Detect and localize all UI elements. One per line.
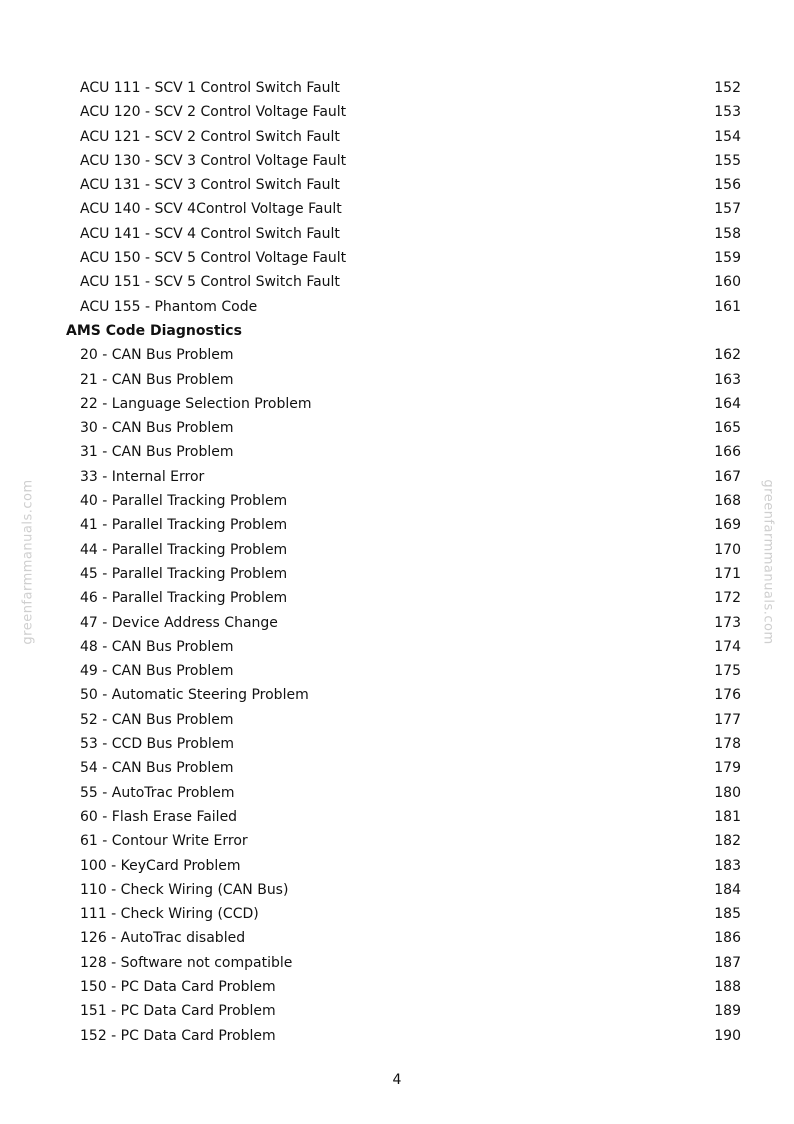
toc-entry-title: 33 - Internal Error [80,468,205,485]
toc-entry-title: 45 - Parallel Tracking Problem [80,565,288,582]
toc-entry[interactable] [0,513,794,537]
toc-entry[interactable] [0,368,794,392]
toc-entry-title: ACU 131 - SCV 3 Control Switch Fault [80,177,340,194]
toc-entry[interactable] [0,708,794,732]
toc-entry-title: 151 - PC Data Card Problem [80,1003,276,1020]
toc-entry-page-number: 152 [714,80,741,96]
toc-entry-page-number: 183 [714,857,741,874]
toc-entry-title: 50 - Automatic Steering Problem [80,687,309,704]
toc-entry[interactable] [0,343,794,367]
toc-entry[interactable] [0,173,794,197]
toc-entry-page-number: 156 [714,177,741,194]
toc-entry[interactable] [0,781,794,805]
toc-entry[interactable] [0,805,794,829]
toc-entry-page-number: 154 [714,128,741,145]
toc-entry-page-number: 173 [714,614,741,631]
toc-entry[interactable] [0,416,794,440]
toc-entry-page-number: 168 [714,493,741,510]
toc-entry-page-number: 188 [714,978,741,995]
toc-entry[interactable] [0,246,794,270]
toc-entry[interactable] [0,999,794,1023]
toc-entry-page-number: 167 [714,468,741,485]
toc-entry-page-number: 181 [714,808,741,825]
page-number: 4 [392,1072,402,1088]
toc-entry-title: 52 - CAN Bus Problem [80,711,234,728]
toc-entry-page-number: 182 [714,833,741,850]
toc-entry[interactable] [0,926,794,950]
toc-entry-title: ACU 150 - SCV 5 Control Voltage Fault [80,250,347,267]
toc-entry-page-number: 153 [714,104,741,121]
toc-entry[interactable] [0,756,794,780]
toc-entry[interactable] [0,902,794,926]
toc-entry-title: 47 - Device Address Change [80,614,278,631]
toc-entry-title: 21 - CAN Bus Problem [80,371,234,388]
toc-entry-title: ACU 141 - SCV 4 Control Switch Fault [80,225,340,242]
toc-entry[interactable] [0,975,794,999]
toc-entry-page-number: 166 [714,444,741,461]
toc-entry-title: 100 - KeyCard Problem [80,857,241,874]
toc-entry[interactable] [0,149,794,173]
toc-entry-title: 41 - Parallel Tracking Problem [80,517,288,534]
toc-entry-title: 30 - CAN Bus Problem [80,420,234,437]
toc-entry-page-number: 172 [714,590,741,607]
toc-entry-page-number: 155 [714,152,741,169]
toc-entry-title: 22 - Language Selection Problem [80,395,312,412]
toc-entry-title: 126 - AutoTrac disabled [80,930,246,947]
toc-entry-page-number: 169 [714,517,741,534]
toc-entry[interactable] [0,854,794,878]
toc-entry-title: AMS Code Diagnostics [66,322,242,339]
toc-entry[interactable] [0,440,794,464]
toc-entry-title: 54 - CAN Bus Problem [80,760,234,777]
toc-entry[interactable] [0,125,794,149]
toc-entry-page-number: 161 [714,298,741,315]
toc-entry-title: ACU 151 - SCV 5 Control Switch Fault [80,274,340,291]
toc-entry-page-number: 187 [714,954,741,971]
toc-entry-page-number: 174 [714,638,741,655]
toc-entry[interactable] [0,197,794,221]
toc-entry-title: 111 - Check Wiring (CCD) [80,906,259,923]
toc-entry[interactable] [0,562,794,586]
toc-entry[interactable] [0,538,794,562]
toc-entry-page-number: 178 [714,736,741,753]
toc-entry-page-number: 163 [714,371,741,388]
toc-entry[interactable] [0,951,794,975]
toc-entry-title: 44 - Parallel Tracking Problem [80,541,288,558]
watermark-left: greenfarmmanuals.com [20,479,36,645]
toc-entry[interactable] [0,586,794,610]
toc-entry[interactable] [0,222,794,246]
toc-entry-title: 46 - Parallel Tracking Problem [80,590,288,607]
toc-entry-title: 110 - Check Wiring (CAN Bus) [80,881,289,898]
toc-entry[interactable] [0,465,794,489]
toc-entry-page-number: 165 [714,420,741,437]
toc-entry-title: 55 - AutoTrac Problem [80,784,235,801]
table-of-contents [0,76,794,1048]
toc-entry[interactable] [0,878,794,902]
toc-entry-title: 150 - PC Data Card Problem [80,978,276,995]
toc-entry[interactable] [0,635,794,659]
toc-entry-page-number: 158 [714,225,741,242]
toc-entry-title: 20 - CAN Bus Problem [80,347,234,364]
toc-entry-page-number: 190 [714,1027,741,1044]
toc-entry-page-number: 162 [714,347,741,364]
toc-entry-title: ACU 120 - SCV 2 Control Voltage Fault [80,104,347,121]
toc-entry-page-number: 170 [714,541,741,558]
toc-entry[interactable] [0,611,794,635]
watermark-right: greenfarmmanuals.com [760,479,776,645]
toc-entry-title: 152 - PC Data Card Problem [80,1027,276,1044]
toc-entry-page-number: 185 [714,906,741,923]
toc-entry-title: 31 - CAN Bus Problem [80,444,234,461]
toc-entry[interactable] [0,659,794,683]
toc-entry-title: 60 - Flash Erase Failed [80,808,238,825]
toc-entry[interactable] [0,295,794,319]
toc-entry-page-number: 175 [714,663,741,680]
toc-entry[interactable] [0,392,794,416]
toc-entry-page-number: 164 [714,395,741,412]
toc-entry-title: 53 - CCD Bus Problem [80,736,235,753]
toc-entry-title: ACU 155 - Phantom Code [80,298,258,315]
toc-entry[interactable] [0,100,794,124]
toc-entry[interactable] [0,270,794,294]
toc-entry[interactable] [0,732,794,756]
toc-entry[interactable] [0,1024,794,1048]
toc-entry-page-number: 159 [714,250,741,267]
toc-entry-page-number: 180 [714,784,741,801]
toc-entry-page-number: 189 [714,1003,741,1020]
toc-entry[interactable] [0,683,794,707]
toc-entry-title: ACU 111 - SCV 1 Control Switch Fault [80,80,340,96]
toc-entry-page-number: 184 [714,881,741,898]
toc-entry-title: 61 - Contour Write Error [80,833,248,850]
toc-entry[interactable] [0,489,794,513]
toc-entry-title: ACU 140 - SCV 4Control Voltage Fault [80,201,342,218]
toc-entry-page-number: 157 [714,201,741,218]
toc-entry-title: 40 - Parallel Tracking Problem [80,493,288,510]
toc-section-heading[interactable] [0,319,794,343]
toc-entry-title: 49 - CAN Bus Problem [80,663,234,680]
toc-entry-page-number: 186 [714,930,741,947]
toc-entry-title: ACU 130 - SCV 3 Control Voltage Fault [80,152,347,169]
toc-entry-page-number: 160 [714,274,741,291]
toc-entry-title: 128 - Software not compatible [80,954,293,971]
toc-entry-page-number: 177 [714,711,741,728]
toc-entry[interactable] [0,829,794,853]
toc-entry-title: ACU 121 - SCV 2 Control Switch Fault [80,128,340,145]
toc-entry-page-number: 179 [714,760,741,777]
toc-entry[interactable] [0,76,794,100]
toc-entry-page-number: 176 [714,687,741,704]
toc-entry-page-number: 171 [714,565,741,582]
toc-entry-title: 48 - CAN Bus Problem [80,638,234,655]
